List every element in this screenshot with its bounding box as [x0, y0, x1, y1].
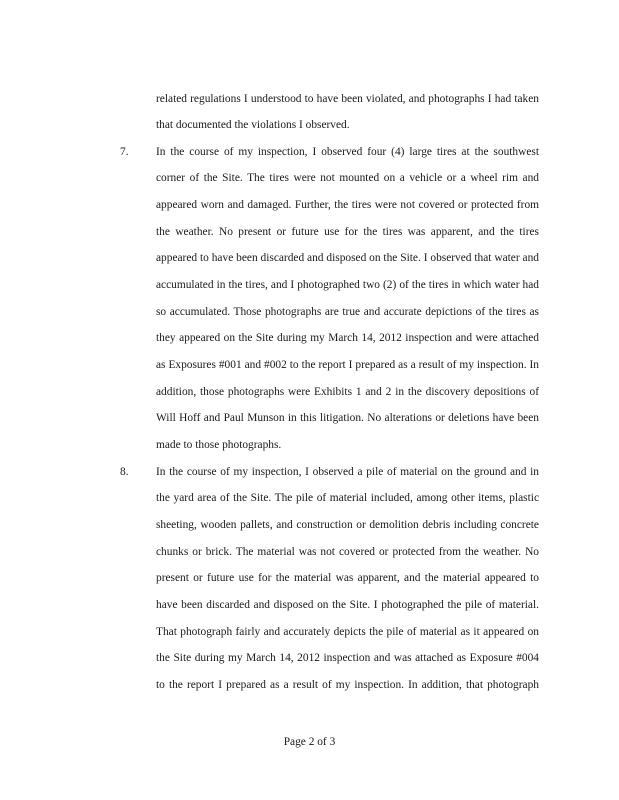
body-text-line: the weather. No present or future use for the tires was apparent, and the tires: [156, 226, 539, 238]
body-text-line: appeared to have been discarded and disposed on the Site. I observed that water and: [156, 252, 539, 264]
body-text-line: chunks or brick. The material was not covered or protected from the weather. No: [156, 546, 539, 558]
body-text-line: as Exposures #001 and #002 to the report I prepared as a result of my inspection. In: [156, 359, 539, 371]
body-text-line: the Site during my March 14, 2012 inspection and was attached as Exposure #004: [156, 652, 539, 664]
body-text-line: accumulated in the tires, and I photographed two (2) of the tires in which water had: [156, 279, 539, 291]
body-text-line: to the report I prepared as a result of my inspection. In addition, that photograph: [156, 679, 539, 691]
body-text-line: addition, those photographs were Exhibits 1 and 2 in the discovery depositions of: [156, 386, 539, 398]
body-text-line: In the course of my inspection, I observed four (4) large tires at the southwest: [156, 146, 539, 158]
paragraph-number: 7.: [120, 146, 129, 158]
body-text-line: related regulations I understood to have been violated, and photographs I had taken: [156, 93, 539, 105]
body-text-line: appeared worn and damaged. Further, the tires were not covered or protected from: [156, 199, 539, 211]
body-text-line: made to those photographs.: [156, 439, 282, 451]
paragraph-number: 8.: [120, 466, 129, 478]
body-text-line: corner of the Site. The tires were not mounted on a vehicle or a wheel rim and: [156, 172, 539, 184]
body-text-line: sheeting, wooden pallets, and construction or demolition debris including concrete: [156, 519, 539, 531]
body-text-line: they appeared on the Site during my March 14, 2012 inspection and were attached: [156, 332, 539, 344]
body-text-line: In the course of my inspection, I observed a pile of material on the ground and in: [156, 466, 539, 478]
body-text-line: the yard area of the Site. The pile of material included, among other items, plastic: [156, 492, 539, 504]
body-text-line: That photograph fairly and accurately depicts the pile of material as it appeared on: [156, 626, 539, 638]
body-text-line: Will Hoff and Paul Munson in this litigation. No alterations or deletions have been: [156, 412, 539, 424]
body-text-line: have been discarded and disposed on the Site. I photographed the pile of material.: [156, 599, 539, 611]
body-text-line: present or future use for the material was apparent, and the material appeared to: [156, 572, 539, 584]
body-text-line: that documented the violations I observed.: [156, 119, 350, 131]
body-text-line: so accumulated. Those photographs are true and accurate depictions of the tires as: [156, 306, 539, 318]
page-number-footer: Page 2 of 3: [283, 736, 336, 748]
